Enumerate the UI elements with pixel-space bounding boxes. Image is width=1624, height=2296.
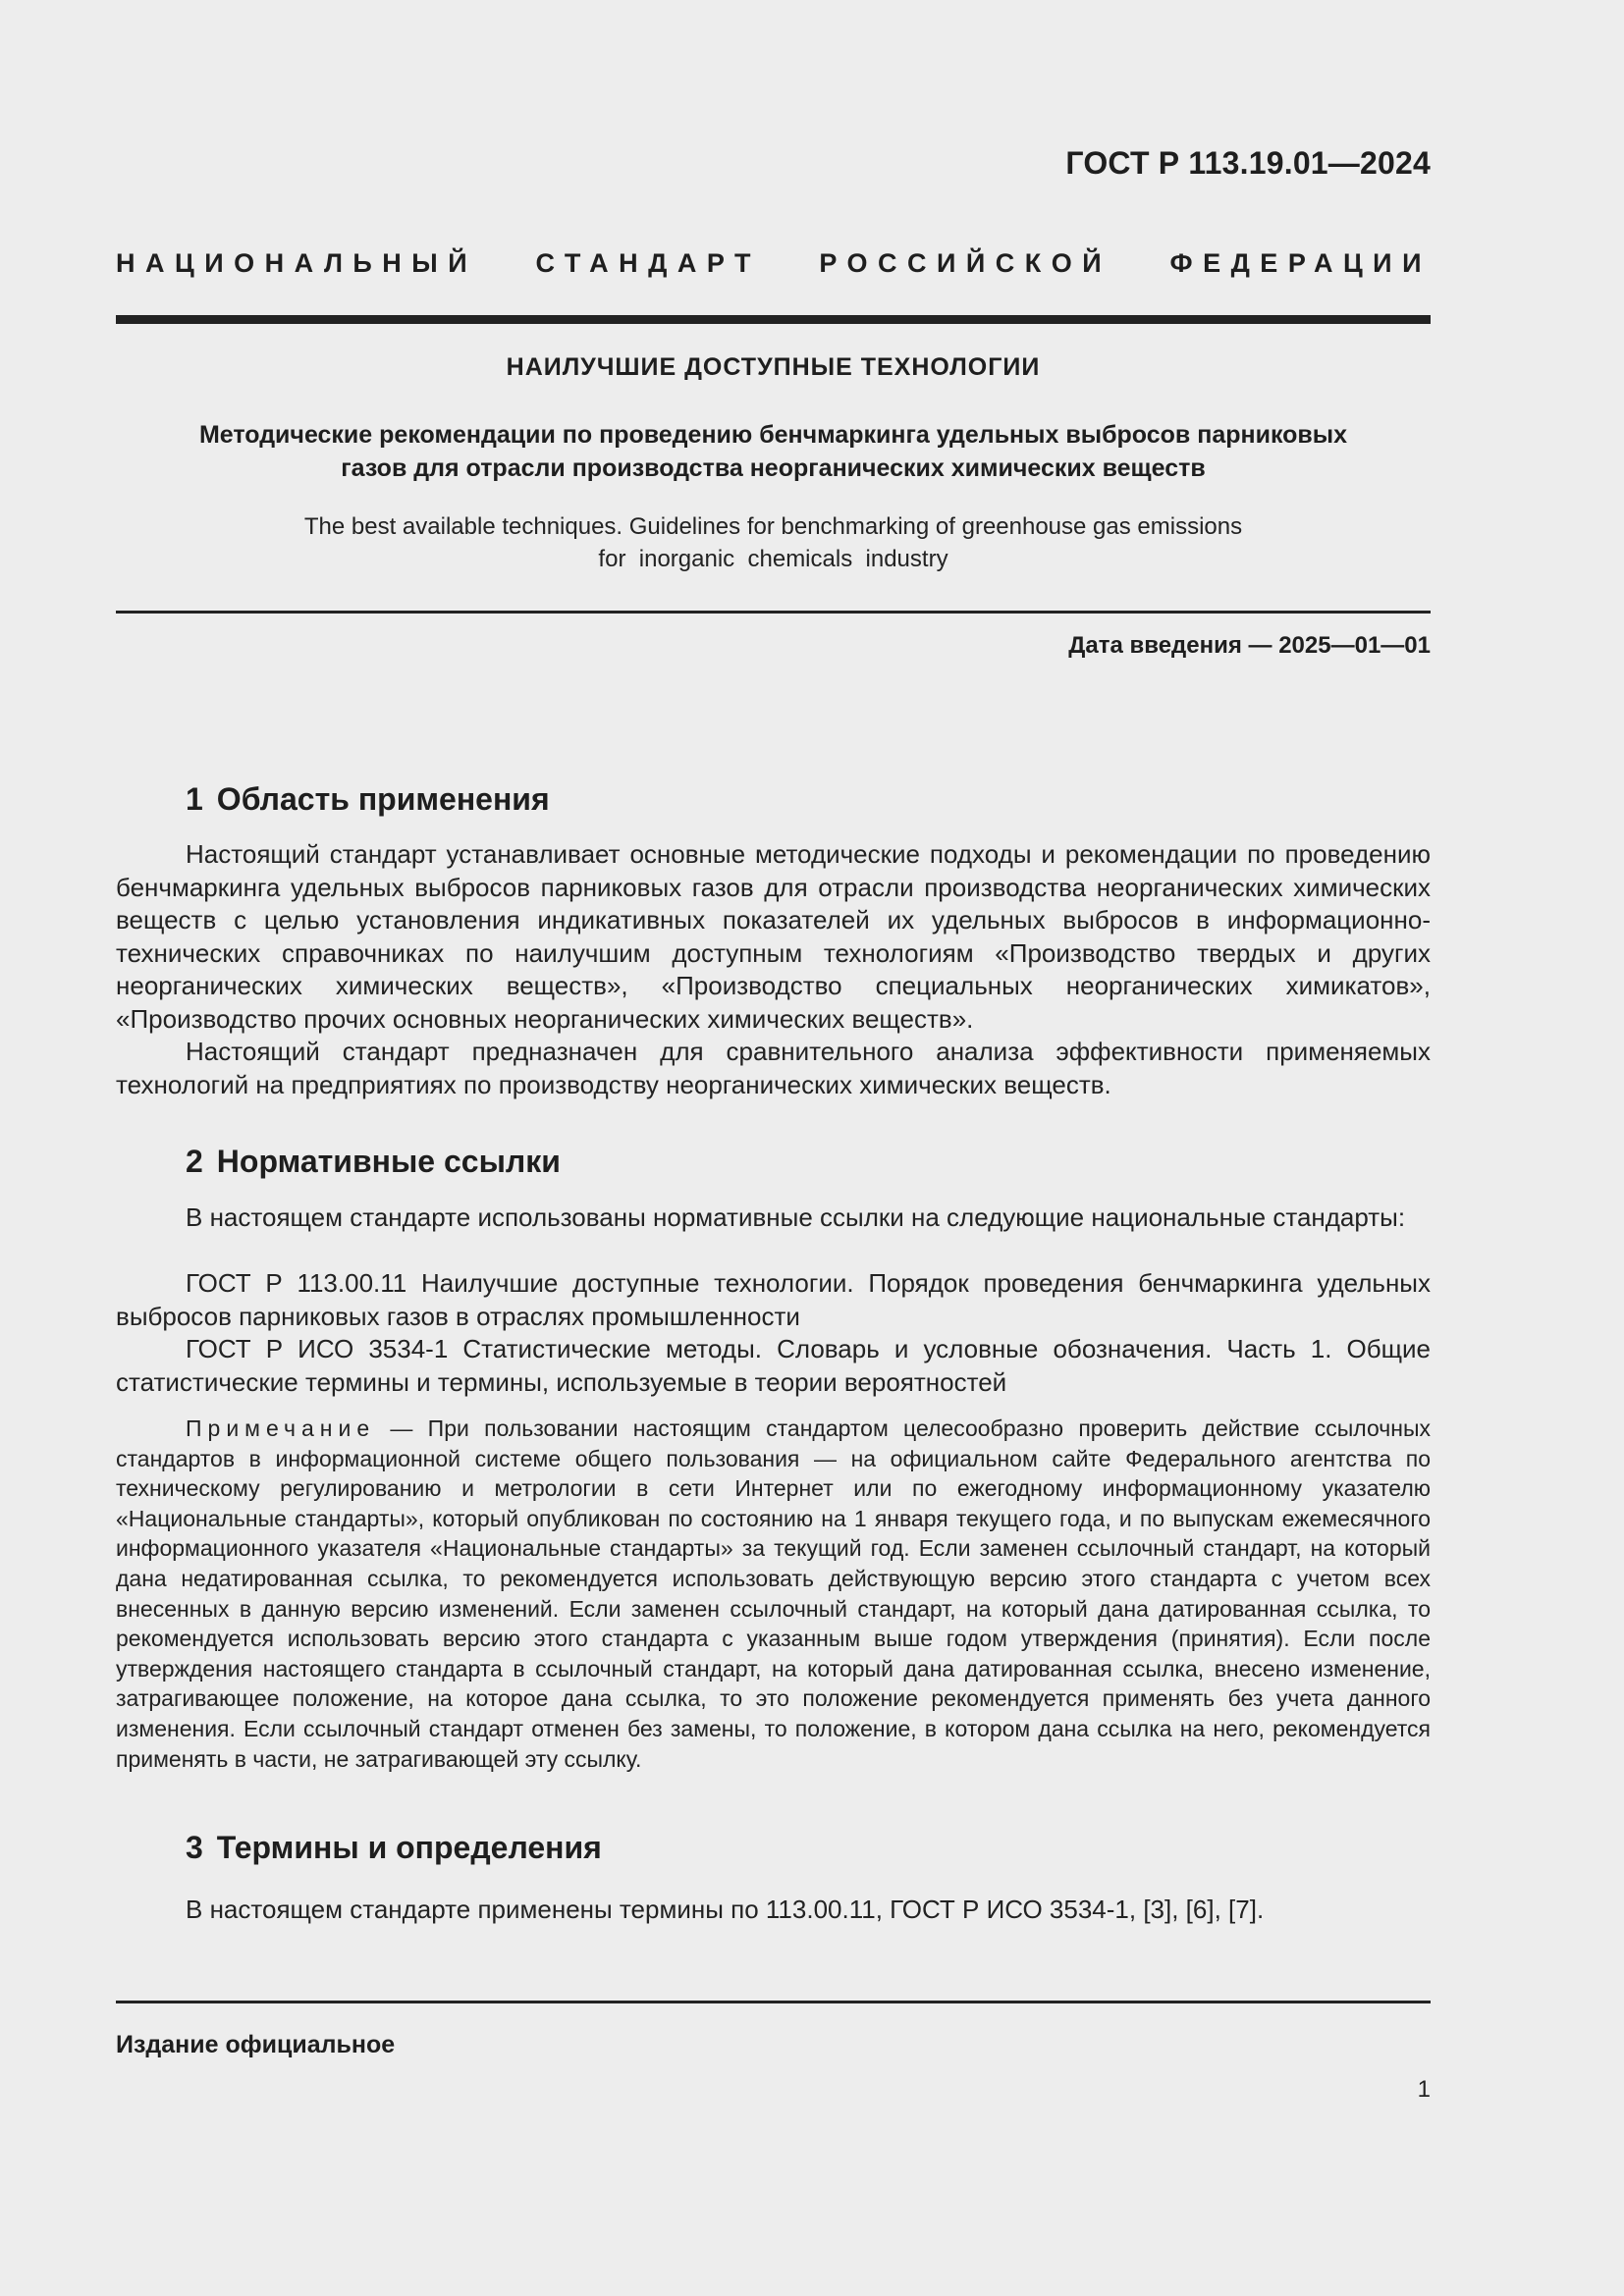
section-number: 3 bbox=[186, 1830, 203, 1865]
section-heading bbox=[186, 781, 550, 818]
section-title: Термины и определения bbox=[216, 1830, 602, 1865]
note-label: Примечание bbox=[186, 1415, 376, 1441]
paragraph: Настоящий стандарт предназначен для сравнительного анализа эффективности применяемых технологий на предприятиях по производству неорганических химических веществ. bbox=[116, 1037, 1431, 1099]
english-title-line: The best available techniques. Guidelines for benchmarking of greenhouse gas emissions bbox=[303, 513, 1243, 540]
standard-english-title bbox=[116, 510, 1431, 575]
section-number: 1 bbox=[186, 781, 203, 817]
introduction-date: Дата введения — 2025—01—01 bbox=[1068, 632, 1431, 659]
section-number: 2 bbox=[186, 1144, 203, 1179]
standard-subtitle-line: Методические рекомендации по проведению бенчмаркинга удельных выбросов парниковых bbox=[198, 421, 1348, 449]
standard-subtitle-line: газов для отрасли производства неорганических химических веществ bbox=[341, 454, 1206, 482]
document-code: ГОСТ Р 113.19.01—2024 bbox=[1065, 145, 1431, 181]
section-heading bbox=[186, 1144, 561, 1180]
paragraph: В настоящем стандарте применены термины по 113.00.11, ГОСТ Р ИСО 3534-1, [3], [6], [7]. bbox=[186, 1895, 1265, 1924]
title-divider bbox=[116, 611, 1431, 614]
standard-subtitle bbox=[116, 418, 1431, 485]
header-divider bbox=[116, 315, 1431, 324]
normative-reference: ГОСТ Р ИСО 3534-1 Статистические методы. Словарь и условные обозначения. Часть 1. Общие статистические термины и термины, используемые в теории вероятностей bbox=[116, 1334, 1431, 1397]
national-standard-heading: НАЦИОНАЛЬНЫЙ СТАНДАРТ РОССИЙСКОЙ ФЕДЕРАЦИИ bbox=[116, 248, 1432, 278]
paragraph: Настоящий стандарт устанавливает основные методические подходы и рекомендации по проведению бенчмаркинга удельных выбросов парниковых газов для отрасли производства неорганических химических веществ с целью установления индикативных показателей их удельных выбросов в информационно-технических справочниках по наилучшим доступным технологиям «Производство твердых и других неорганических химических веществ», «Производство специальных неорганических химикатов», «Производство прочих основных неорганических химических веществ». bbox=[116, 839, 1431, 1034]
note bbox=[116, 1414, 1431, 1774]
page-number: 1 bbox=[1417, 2076, 1431, 2103]
normative-reference: ГОСТ Р 113.00.11 Наилучшие доступные технологии. Порядок проведения бенчмаркинга удельных выбросов парниковых газов в отраслях промышленности bbox=[116, 1268, 1431, 1331]
official-edition-label: Издание официальное bbox=[116, 2031, 396, 2058]
standard-title: НАИЛУЧШИЕ ДОСТУПНЫЕ ТЕХНОЛОГИИ bbox=[506, 353, 1041, 381]
paragraph: В настоящем стандарте использованы нормативные ссылки на следующие национальные стандарты: bbox=[186, 1202, 1406, 1232]
section-heading bbox=[186, 1830, 602, 1866]
note-text: — При пользовании настоящим стандартом целесообразно проверить действие ссылочных стандартов в информационной системе общего пользования — на официальном сайте Федерального агентства по техническому регулированию и метрологии в сети Интернет или по ежегодному информационному указателю «Национальные стандарты», который опубликован по состоянию на 1 января текущего года, и по выпускам ежемесячного информационного указателя «Национальные стандарты» за текущий год. Если заменен ссылочный стандарт, на который дана недатированная ссылка, то рекомендуется использовать действующую версию этого стандарта с учетом всех внесенных в данную версию изменений. Если заменен ссылочный стандарт, на который дана датированная ссылка, то рекомендуется использовать версию этого стандарта с указанным выше годом утверждения (принятия). Если после утверждения настоящего стандарта в ссылочный стандарт, на который дана датированная ссылка, внесено изменение, затрагивающее положение, на которое дана ссылка, то это положение рекомендуется применять без учета данного изменения. Если ссылочный стандарт отменен без замены, то положение, в котором дана ссылка на него, рекомендуется применять в части, не затрагивающей эту ссылку. bbox=[116, 1415, 1431, 1772]
section-title: Область применения bbox=[216, 781, 550, 817]
english-title-line: for inorganic chemicals industry bbox=[598, 546, 948, 572]
section-title: Нормативные ссылки bbox=[216, 1144, 561, 1179]
footer-divider bbox=[116, 2001, 1431, 2003]
